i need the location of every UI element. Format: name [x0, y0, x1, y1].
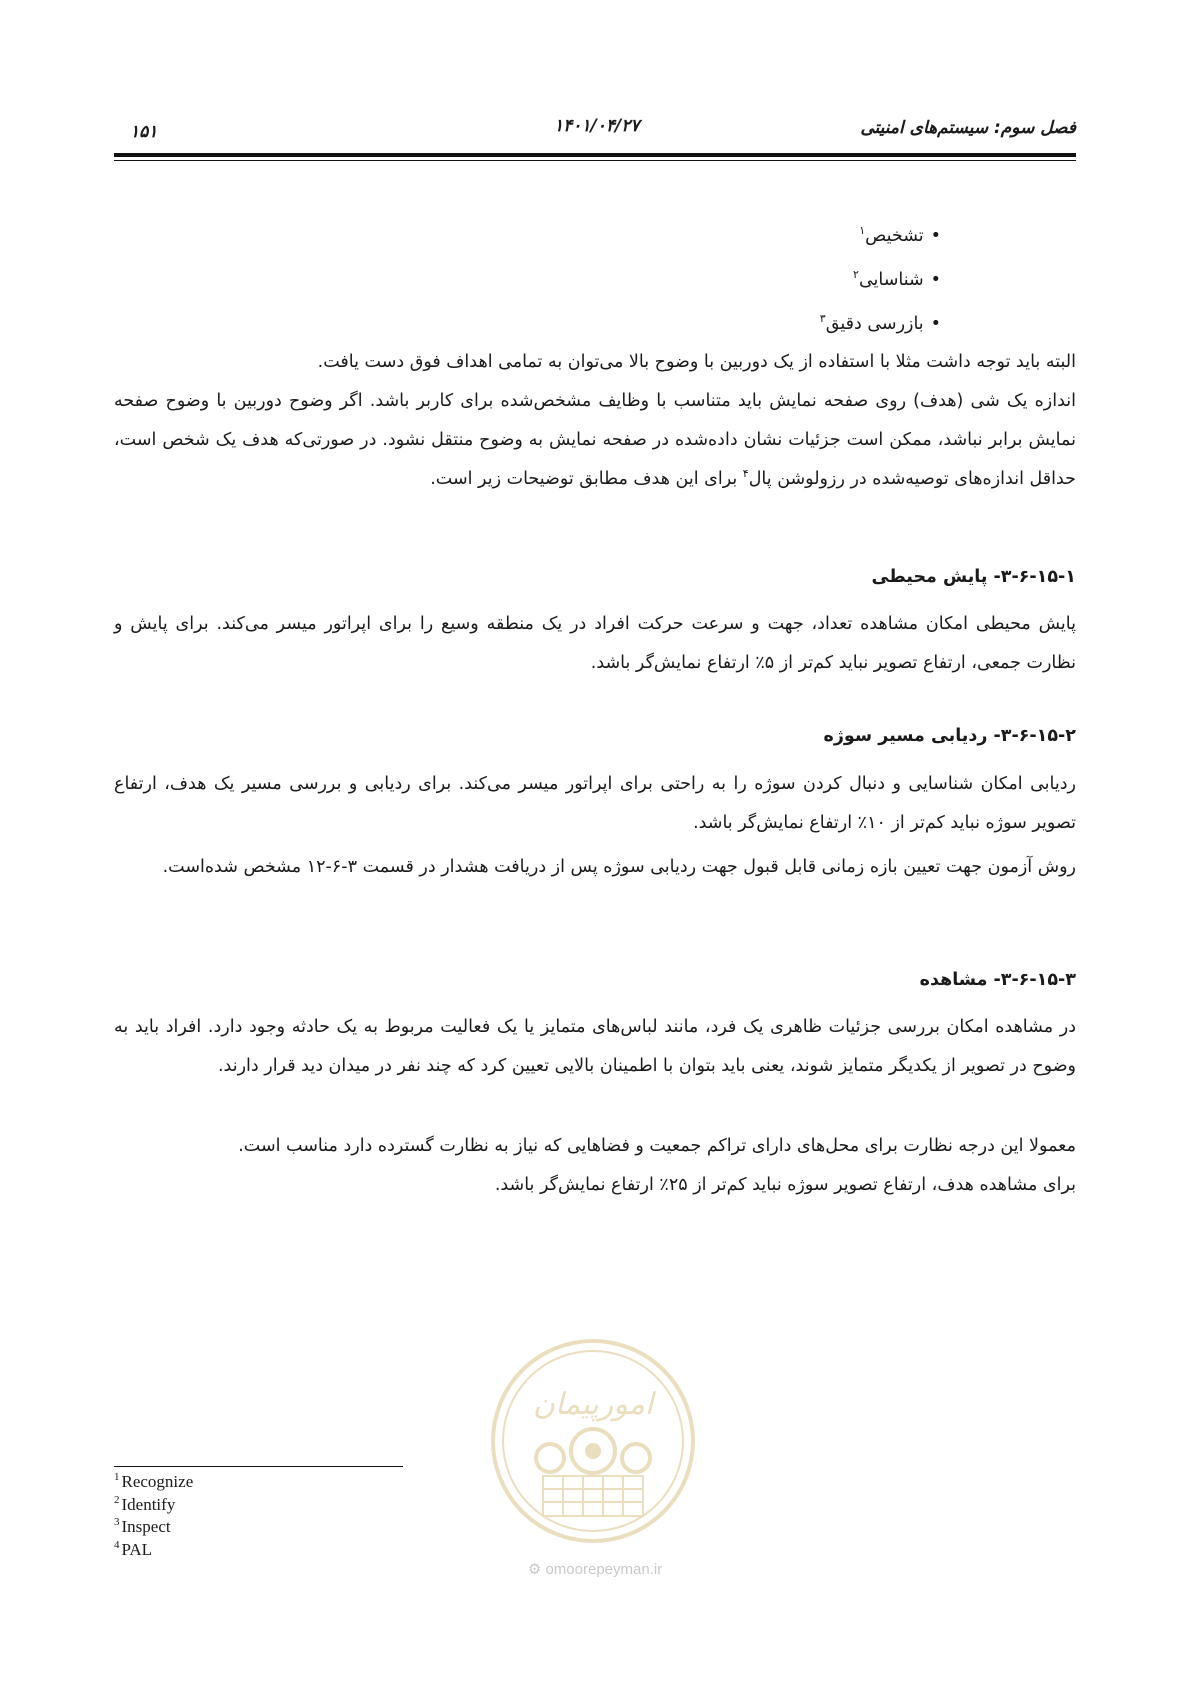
list-item: • بازرسی دقیق$^۳$ — [820, 302, 941, 346]
section-paragraph: در مشاهده امکان بررسی جزئیات ظاهری یک فرد، مانند لباس‌های متمایز یا یک فعالیت مربوط به یک حادثه وجود دارد. افراد باید به وضوح در تصویر از یکدیگر متمایز شوند، یعنی باید بتوان با اطمینان بالایی تعیین کرد که چند نفر در میدان دید قرار دارند. — [114, 1017, 1076, 1076]
section-paragraph: ردیابی امکان شناسایی و دنبال کردن سوژه را به راحتی برای اپراتور میسر می‌کند. برای ردیابی و بررسی مسیر یک هدف، ارتفاع تصویر سوژه نباید کم‌تر از ۱۰٪ ارتفاع نمایش‌گر باشد. — [114, 774, 1076, 833]
intro-paragraph-2: اندازه یک شی (هدف) روی صفحه نمایش باید متناسب با وظایف مشخص‌شده برای کاربر باشد. اگر وضوح دوربین با وضوح صفحه نمایش برابر نباشد، ممکن است جزئیات نشان داده‌شده در صفحه نمایش به وضوح منتقل نشود. در صورتی‌که هدف یک شخص است، حداقل اندازه‌های توصیه‌شده در رزولوشن پال$^۴$ برای این هدف مطابق توضیحات زیر است. — [114, 391, 1076, 489]
section-paragraph: برای مشاهده هدف، ارتفاع تصویر سوژه نباید کم‌تر از ۲۵٪ ارتفاع نمایش‌گر باشد. — [494, 1175, 1076, 1195]
footnote: $^2$ Identify — [114, 1493, 176, 1514]
page-number: ۱۵۱ — [130, 122, 158, 142]
footnote: $^1$ Recognize — [114, 1471, 194, 1491]
section-heading: ۳-۶-۱۵-۳- مشاهده — [919, 970, 1076, 990]
section-heading: ۳-۶-۱۵-۱- پایش محیطی — [871, 567, 1076, 587]
footnotes — [114, 1471, 193, 1561]
page-header — [114, 114, 1076, 144]
watermark-url: ⚙ omoorepeyman.ir — [527, 1561, 663, 1578]
list-item: • تشخیص$^۱$ — [820, 214, 941, 258]
chapter-title: فصل سوم: سیستم‌های امنیتی — [860, 118, 1076, 138]
footnote-rule — [114, 1466, 403, 1467]
section-paragraph: روش آزمون جهت تعیین بازه زمانی قابل قبول جهت ردیابی سوژه پس از دریافت هشدار در قسمت ۳-۶-۱۲ مشخص شده‌است. — [162, 857, 1076, 877]
watermark-logo-text: امورپیمان — [532, 1387, 654, 1422]
header-rule-thick — [114, 153, 1076, 157]
header-rule-thin — [114, 160, 1076, 161]
section-heading: ۳-۶-۱۵-۲- ردیابی مسیر سوژه — [823, 726, 1076, 746]
footnote: $^3$ Inspect — [114, 1516, 171, 1536]
footnote: $^4$ PAL — [114, 1538, 153, 1559]
section-paragraph: پایش محیطی امکان مشاهده تعداد، جهت و سرعت حرکت افراد در یک منطقه وسیع را برای اپراتور میسر می‌کند. برای پایش و نظارت جمعی، ارتفاع تصویر نباید کم‌تر از ۵٪ ارتفاع نمایش‌گر باشد. — [114, 614, 1076, 673]
intro-paragraph-1: البته باید توجه داشت مثلا با استفاده از یک دوربین با وضوح بالا می‌توان به تمامی اهداف فوق دست یافت. — [317, 352, 1076, 372]
watermark-logo-icon — [488, 1336, 698, 1546]
objectives-list — [820, 214, 941, 346]
section-paragraph: معمولا این درجه نظارت برای محل‌های دارای تراکم جمعیت و فضاهایی که نیاز به نظارت گسترده دارد مناسب است. — [238, 1136, 1076, 1156]
list-item: • شناسایی$^۲$ — [820, 258, 941, 302]
header-date: ۱۴۰۱/۰۴/۲۷ — [554, 116, 640, 136]
